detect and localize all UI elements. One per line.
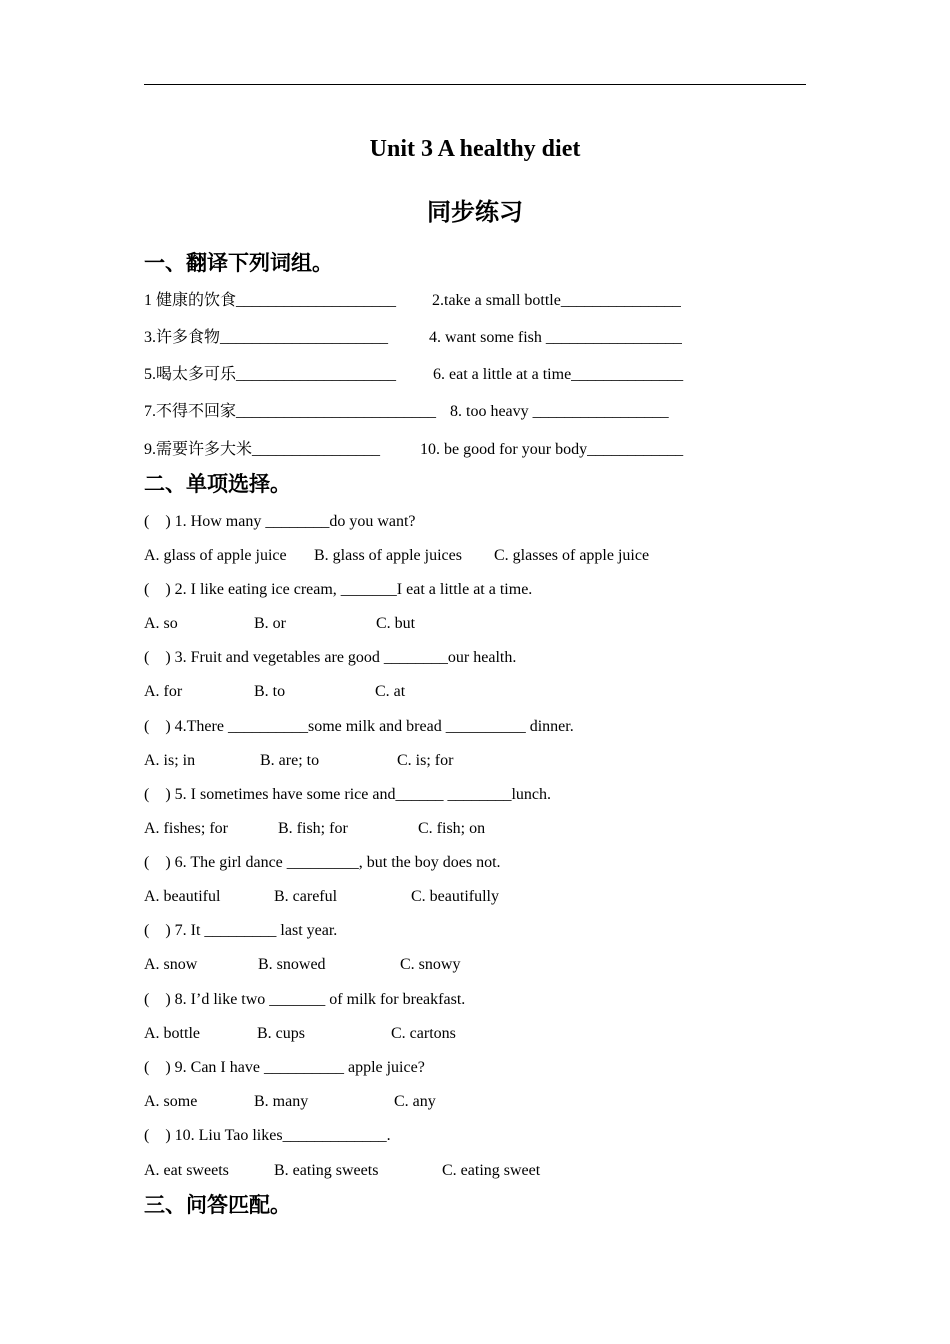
translation-item: 2.take a small bottle_______________: [432, 292, 681, 309]
option-c: C. snowy: [400, 956, 461, 973]
option-a: A. so: [144, 615, 178, 632]
option-c: C. beautifully: [411, 888, 499, 905]
question-stem: ( ) 8. I’d like two _______ of milk for breakfast.: [144, 991, 466, 1008]
question-stem: ( ) 5. I sometimes have some rice and______ ________lunch.: [144, 786, 552, 803]
top-rule: [144, 84, 806, 85]
option-b: B. or: [254, 615, 286, 632]
translation-item: 9.需要许多大米________________: [144, 441, 381, 458]
section-2-heading: 二、单项选择。: [144, 472, 291, 496]
translation-item: 1 健康的饮食____________________: [144, 292, 397, 309]
question-stem: ( ) 6. The girl dance _________, but the boy does not.: [144, 854, 501, 871]
option-a: A. for: [144, 683, 183, 700]
question-stem: ( ) 7. It _________ last year.: [144, 922, 338, 939]
section-1-heading: 一、翻译下列词组。: [144, 251, 333, 275]
option-c: C. fish; on: [418, 820, 486, 837]
option-b: B. cups: [257, 1025, 305, 1042]
question-stem: ( ) 10. Liu Tao likes_____________.: [144, 1127, 391, 1144]
question-stem: ( ) 9. Can I have __________ apple juice?: [144, 1059, 425, 1076]
question-stem: ( ) 4.There __________some milk and bread __________ dinner.: [144, 718, 574, 735]
option-a: A. eat sweets: [144, 1162, 229, 1179]
option-b: B. careful: [274, 888, 338, 905]
question-stem: ( ) 3. Fruit and vegetables are good ________our health.: [144, 649, 517, 666]
translation-item: 10. be good for your body____________: [420, 441, 684, 458]
translation-item: 5.喝太多可乐____________________: [144, 366, 397, 383]
option-c: C. eating sweet: [442, 1162, 541, 1179]
option-b: B. to: [254, 683, 286, 700]
option-b: B. are; to: [260, 752, 320, 769]
section-3-heading: 三、问答匹配。: [144, 1193, 291, 1217]
option-c: C. but: [376, 615, 416, 632]
option-b: B. snowed: [258, 956, 326, 973]
option-b: B. many: [254, 1093, 309, 1110]
option-b: B. fish; for: [278, 820, 348, 837]
option-b: B. eating sweets: [274, 1162, 379, 1179]
worksheet-subtitle: 同步练习: [427, 200, 523, 226]
option-c: C. is; for: [397, 752, 454, 769]
translation-item: 6. eat a little at a time______________: [433, 366, 684, 383]
translation-item: 4. want some fish _________________: [429, 329, 682, 346]
translation-item: 7.不得不回家_________________________: [144, 403, 437, 420]
option-c: C. at: [375, 683, 406, 700]
option-a: A. some: [144, 1093, 198, 1110]
option-a: A. snow: [144, 956, 198, 973]
translation-item: 8. too heavy _________________: [450, 403, 669, 420]
option-a: A. beautiful: [144, 888, 221, 905]
option-c: C. any: [394, 1093, 436, 1110]
option-b: B. glass of apple juices: [314, 547, 462, 564]
question-stem: ( ) 2. I like eating ice cream, _______I eat a little at a time.: [144, 581, 533, 598]
worksheet-title: Unit 3 A healthy diet: [369, 136, 581, 162]
option-a: A. glass of apple juice: [144, 547, 287, 564]
option-a: A. is; in: [144, 752, 196, 769]
translation-item: 3.许多食物_____________________: [144, 329, 389, 346]
option-c: C. cartons: [391, 1025, 456, 1042]
option-a: A. fishes; for: [144, 820, 228, 837]
option-c: C. glasses of apple juice: [494, 547, 650, 564]
question-stem: ( ) 1. How many ________do you want?: [144, 513, 416, 530]
option-a: A. bottle: [144, 1025, 200, 1042]
